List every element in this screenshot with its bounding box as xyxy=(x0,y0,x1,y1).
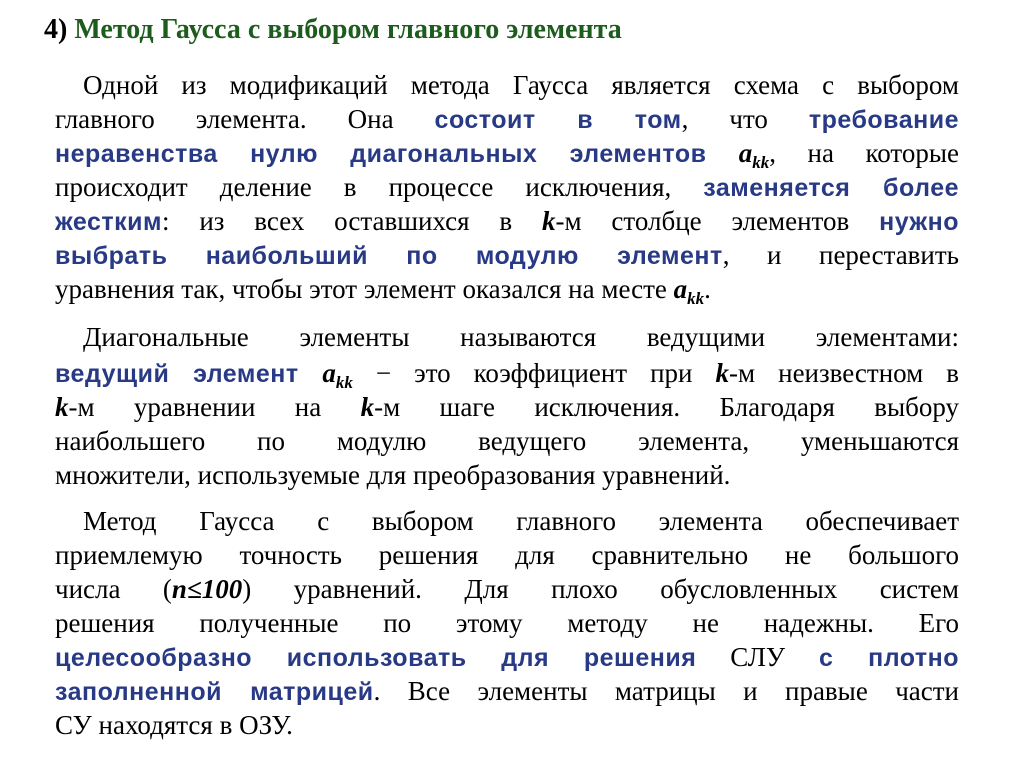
text: главного элемента. Она xyxy=(55,104,435,134)
highlight-text: требование xyxy=(808,106,959,134)
text: -м шаге исключения. Благодаря выбору xyxy=(374,392,959,422)
math-var: k xyxy=(360,392,375,422)
text: , на которые xyxy=(769,138,959,168)
text: наибольшего по модулю ведущего элемента, уменьшаются xyxy=(55,426,959,456)
p1-line-2 xyxy=(55,102,959,136)
p2-line-4 xyxy=(55,424,959,458)
text: -м неизвестном в xyxy=(729,358,959,388)
text: множители, используемые для преобразования уравнений. xyxy=(55,460,731,490)
math-var: k xyxy=(55,392,69,422)
highlight-text: выбрать наибольший по модулю элемент xyxy=(55,242,723,270)
text: СЛУ xyxy=(696,642,820,672)
title-number: 4) xyxy=(44,14,68,45)
math-var: a xyxy=(322,358,336,388)
math-var: k xyxy=(542,206,556,236)
math-sub: kk xyxy=(687,289,705,308)
highlight-text: целесообразно использовать для решения xyxy=(55,644,697,672)
p3-line-3 xyxy=(55,572,959,606)
text: − это коэффициент при xyxy=(352,358,716,388)
p1-line-6 xyxy=(55,238,959,272)
title-text: Метод Гаусса с выбором главного элемента xyxy=(74,14,622,45)
p3-line-6 xyxy=(55,674,959,708)
highlight-text: жестким xyxy=(55,208,162,236)
math-sub: kk xyxy=(752,153,770,172)
p1-line-5 xyxy=(55,204,959,238)
p3-line-2 xyxy=(55,538,959,572)
highlight-text: нужно xyxy=(879,208,959,236)
p3-line-1 xyxy=(55,504,959,538)
highlight-text: состоит в том xyxy=(434,106,682,134)
highlight-text: заменяется более xyxy=(703,174,959,202)
text: Диагональные элементы называются ведущими элементами: xyxy=(83,322,959,352)
highlight-text: ведущий элемент xyxy=(55,360,323,388)
math-var: k xyxy=(715,358,730,388)
math-expression: n≤100 xyxy=(171,574,243,604)
p3-line-7 xyxy=(55,708,959,742)
text: Метод Гаусса с выбором главного элемента обеспечивает xyxy=(83,506,959,536)
text: . Все элементы матрицы и правые части xyxy=(373,676,959,706)
text: , и переставить xyxy=(722,240,959,270)
text: , что xyxy=(681,104,809,134)
math-var: a xyxy=(738,138,753,168)
p3-line-4 xyxy=(55,606,959,640)
highlight-text: с плотно xyxy=(819,644,960,672)
p2-line-2 xyxy=(55,356,959,390)
text: -м столбце элементов xyxy=(555,206,880,236)
text: решения полученные по этому методу не надежны. Его xyxy=(55,608,959,638)
p2-line-1 xyxy=(55,320,959,354)
p1-line-7 xyxy=(55,272,959,306)
math-var: a xyxy=(673,274,688,304)
text: уравнения так, чтобы этот элемент оказался на месте xyxy=(55,274,674,304)
text: СУ находятся в ОЗУ. xyxy=(55,710,293,740)
text: . xyxy=(704,274,711,304)
highlight-text: заполненной матрицей xyxy=(55,678,374,706)
p1-line-1 xyxy=(55,68,959,102)
text: ) уравнений. Для плохо обусловленных систем xyxy=(242,574,959,604)
p3-line-5 xyxy=(55,640,959,674)
p1-line-4 xyxy=(55,170,959,204)
slide-title xyxy=(44,14,622,46)
text: Одной из модификаций метода Гаусса является схема с выбором xyxy=(83,70,959,100)
p2-line-5 xyxy=(55,458,959,492)
text: приемлемую точность решения для сравнительно не большого xyxy=(55,540,959,570)
p1-line-3 xyxy=(55,136,959,170)
text: числа ( xyxy=(55,574,172,604)
text: -м уравнении на xyxy=(68,392,361,422)
math-sub: kk xyxy=(335,373,353,392)
highlight-text: неравенства нулю диагональных элементов xyxy=(55,140,739,168)
p2-line-3 xyxy=(55,390,959,424)
text: : из всех оставшихся в xyxy=(162,206,542,236)
text: происходит деление в процессе исключения, xyxy=(55,172,704,202)
